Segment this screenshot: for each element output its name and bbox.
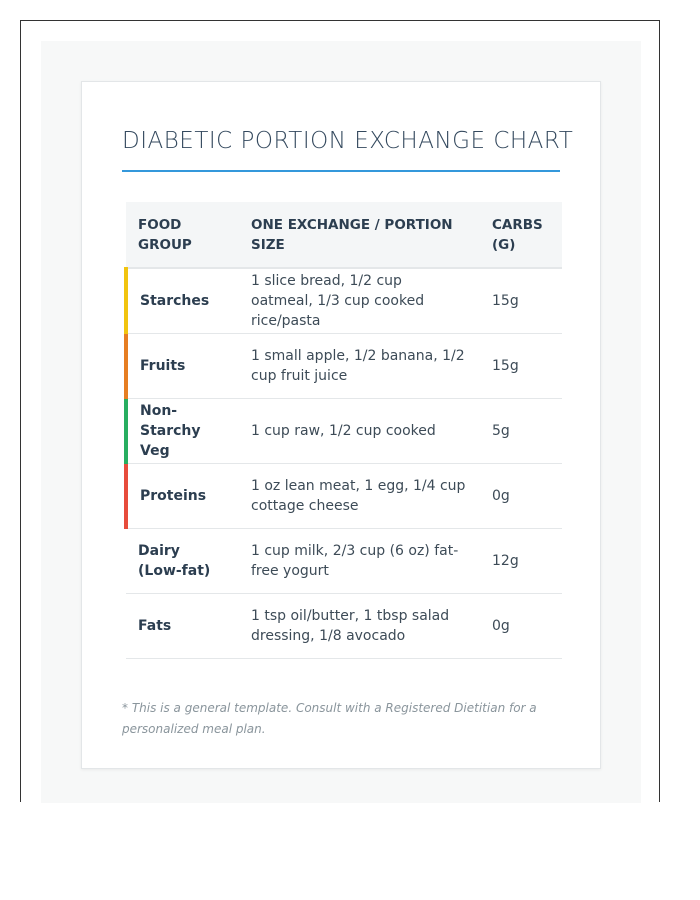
portion-cell: 1 oz lean meat, 1 egg, 1/4 cup cottage cheese	[239, 463, 480, 528]
table-header-row	[126, 202, 562, 268]
table-row	[126, 268, 562, 333]
disclaimer-note: * This is a general template. Consult with a Registered Dietitian for a personalized meal plan.	[122, 701, 537, 736]
food-group-cell: Fruits	[126, 333, 239, 398]
carbs-cell: 0g	[480, 463, 562, 528]
carbs-cell: 5g	[480, 398, 562, 463]
food-group-cell: Proteins	[126, 463, 239, 528]
header-carbs: CARBS (G)	[480, 202, 562, 268]
header-portion-size: ONE EXCHANGE / PORTION SIZE	[239, 202, 480, 268]
carbs-cell: 12g	[480, 528, 562, 593]
food-group-cell: Dairy (Low-fat)	[126, 528, 239, 593]
portion-cell: 1 cup raw, 1/2 cup cooked	[239, 398, 480, 463]
portion-cell: 1 small apple, 1/2 banana, 1/2 cup fruit juice	[239, 333, 480, 398]
carbs-cell: 0g	[480, 593, 562, 658]
page-backdrop	[41, 41, 641, 803]
portion-cell: 1 cup milk, 2/3 cup (6 oz) fat-free yogurt	[239, 528, 480, 593]
exchange-chart-card	[81, 81, 601, 769]
exchange-table	[124, 202, 562, 659]
table-row	[126, 528, 562, 593]
title-underline	[122, 170, 560, 172]
portion-cell: 1 tsp oil/butter, 1 tbsp salad dressing, 1/8 avocado	[239, 593, 480, 658]
carbs-cell: 15g	[480, 333, 562, 398]
table-row	[126, 593, 562, 658]
chart-title: DIABETIC PORTION EXCHANGE CHART	[122, 128, 574, 154]
table-row	[126, 333, 562, 398]
portion-cell: 1 slice bread, 1/2 cup oatmeal, 1/3 cup cooked rice/pasta	[239, 268, 480, 333]
page-frame	[20, 20, 660, 802]
header-food-group: FOOD GROUP	[126, 202, 239, 268]
table-row	[126, 463, 562, 528]
table-row	[126, 398, 562, 463]
food-group-cell: Non-Starchy Veg	[126, 398, 239, 463]
food-group-cell: Starches	[126, 268, 239, 333]
carbs-cell: 15g	[480, 268, 562, 333]
food-group-cell: Fats	[126, 593, 239, 658]
